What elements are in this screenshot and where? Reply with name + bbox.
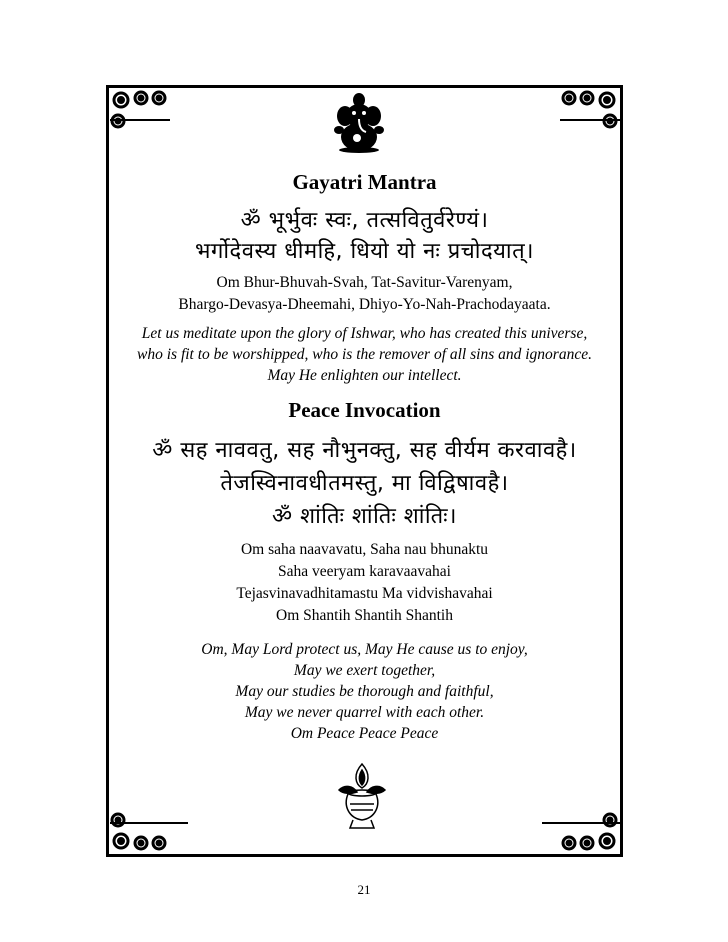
ornament-rule xyxy=(542,822,620,824)
page-content xyxy=(112,166,617,744)
ornament-rule xyxy=(560,119,620,121)
ornament-rule xyxy=(110,822,188,824)
gayatri-devanagari-line: ॐ भूर्भुवः स्वः, तत्सवितुर्वरेण्यं। xyxy=(240,208,489,233)
spiral-ornament-icon xyxy=(541,86,621,131)
spiral-ornament-icon xyxy=(107,86,187,131)
peace-meaning-line: May we never quarrel with each other. xyxy=(244,704,485,721)
gayatri-transliteration-line: Om Bhur-Bhuvah-Svah, Tat-Savitur-Varenyam, xyxy=(216,274,513,291)
peace-meaning-line: Om Peace Peace Peace xyxy=(290,725,439,742)
page-number: 21 xyxy=(357,882,371,897)
peace-transliteration-line: Om Shantih Shantih Shantih xyxy=(276,607,453,624)
gayatri-transliteration-line: Bhargo-Devasya-Dheemahi, Dhiyo-Yo-Nah-Prachodayaata. xyxy=(178,296,551,313)
gayatri-meaning-line: who is fit to be worshipped, who is the remover of all sins and ignorance. xyxy=(137,346,592,363)
peace-devanagari-line: ॐ शांतिः शांतिः शांतिः। xyxy=(272,504,457,529)
peace-meaning-line: May we exert together, xyxy=(293,662,436,679)
ornament-rule xyxy=(110,119,170,121)
peace-transliteration-line: Saha veeryam karavaavahai xyxy=(278,563,451,580)
peace-meaning-line: May our studies be thorough and faithful, xyxy=(235,683,494,700)
gayatri-meaning-line: Let us meditate upon the glory of Ishwar, who has created this universe, xyxy=(141,325,588,342)
gayatri-title: Gayatri Mantra xyxy=(292,170,437,194)
peace-transliteration-line: Om saha naavavatu, Saha nau bhunaktu xyxy=(240,541,489,558)
spiral-ornament-icon xyxy=(107,810,187,855)
peace-meaning-line: Om, May Lord protect us, May He cause us to enjoy, xyxy=(201,641,528,658)
peace-devanagari-line: तेजस्विनावधीतमस्तु, मा विद्विषावहै। xyxy=(220,471,509,496)
peace-devanagari-line: ॐ सह नाववतु, सह नौभुनक्तु, सह वीर्यम करवावहै। xyxy=(152,438,577,463)
kalash-icon xyxy=(331,760,393,832)
ganesha-icon xyxy=(333,92,385,154)
peace-title: Peace Invocation xyxy=(288,398,441,422)
spiral-ornament-icon xyxy=(541,810,621,855)
gayatri-devanagari-line: भर्गोदेवस्य धीमहि, धियो यो नः प्रचोदयात्। xyxy=(194,239,534,264)
gayatri-meaning-line: May He enlighten our intellect. xyxy=(267,367,462,384)
peace-transliteration-line: Tejasvinavadhitamastu Ma vidvishavahai xyxy=(236,585,493,602)
